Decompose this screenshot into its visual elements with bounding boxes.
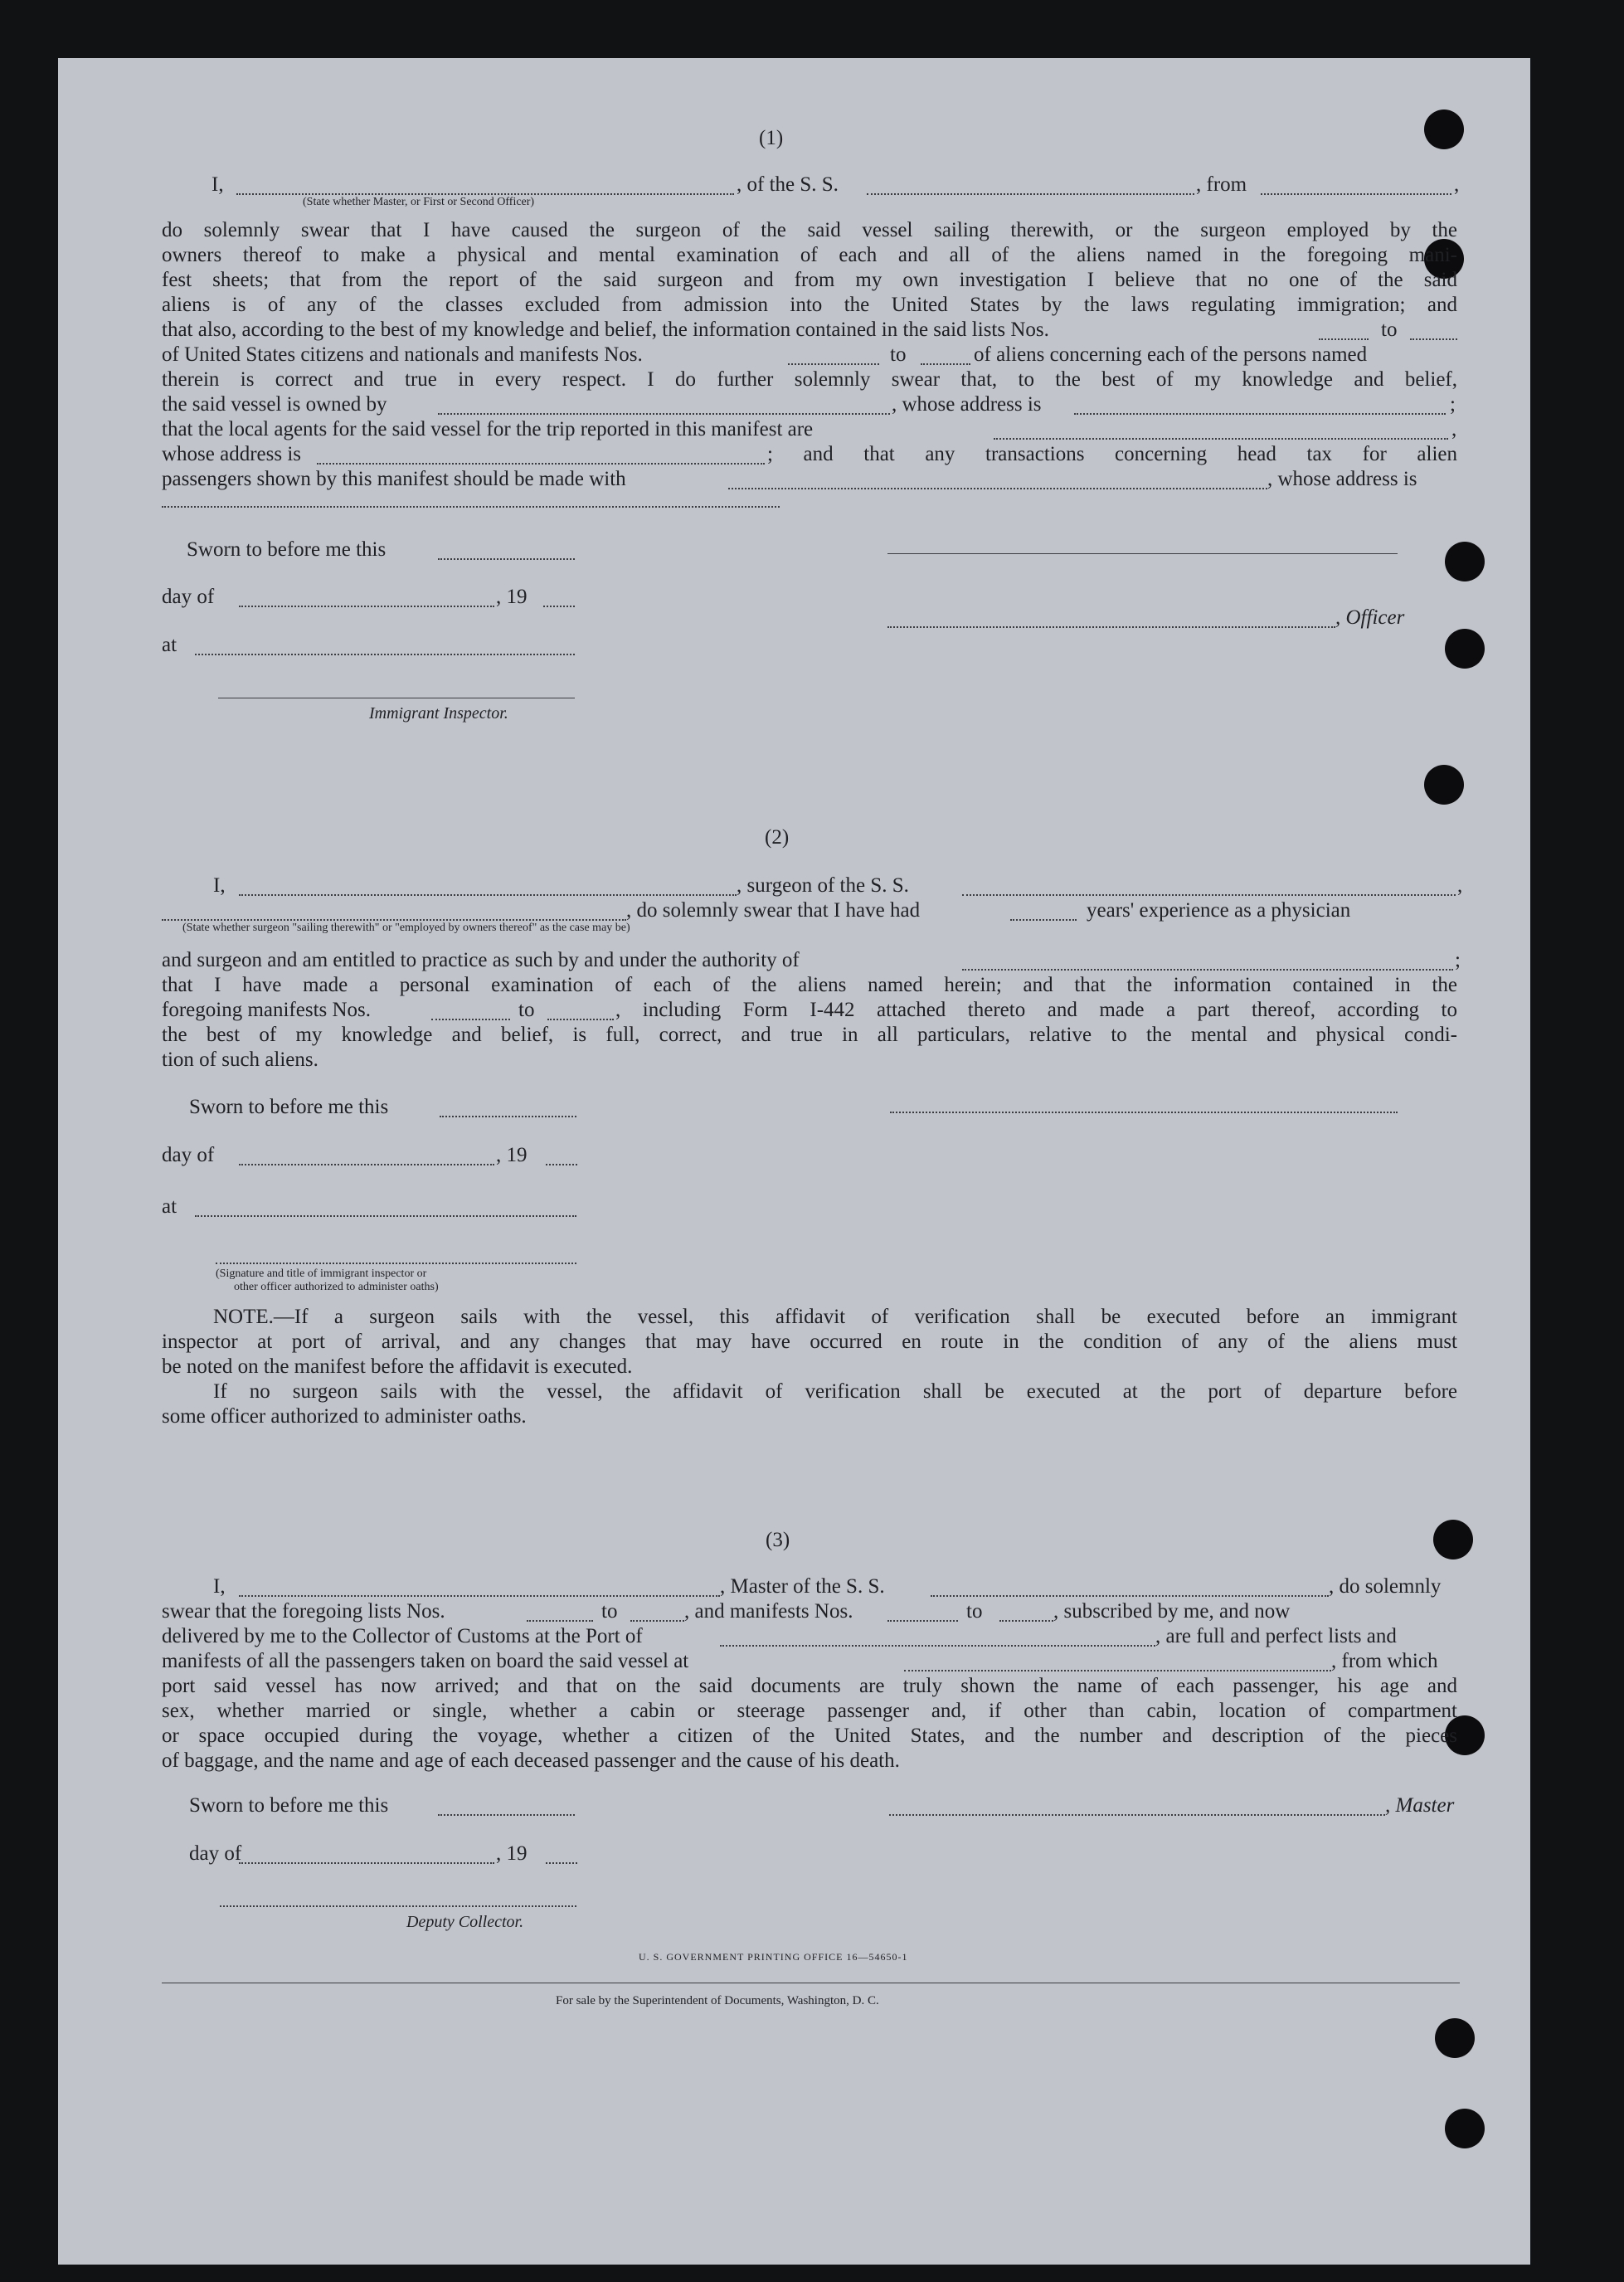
surgeon-line: the best of my knowledge and belief, is full, correct, and true in all particulars, relative to the mental and physical condi- — [162, 1024, 1457, 1046]
section-2-i: I, — [213, 874, 226, 897]
departure-port-field[interactable] — [1261, 193, 1451, 195]
section-2-text — [162, 973, 1457, 998]
agents-address-field[interactable] — [317, 463, 765, 465]
comma: , — [1457, 874, 1463, 897]
head-tax-label: ; and that any transactions concerning head tax for alien — [767, 443, 1457, 465]
oath-officer-signature-line[interactable] — [216, 1263, 576, 1264]
year-field[interactable] — [546, 1164, 577, 1165]
surgeon-vessel-field[interactable] — [962, 894, 1456, 896]
oath-line: fest sheets; that from the report of the said surgeon and from my own investigation I believe that no one of the said — [162, 269, 1457, 291]
oath-line: do solemnly swear that I have caused the surgeon of the said vessel sailing therewith, or the surgeon employed by the — [162, 219, 1457, 241]
punch-hole — [1435, 2018, 1475, 2058]
section-1-i: I, — [212, 173, 224, 196]
vessel-name-field[interactable] — [867, 193, 1194, 195]
master-line: of baggage, and the name and age of each deceased passenger and the cause of his death. — [162, 1749, 900, 1772]
surgeon-manifests-from-field[interactable] — [431, 1019, 510, 1020]
master-line: swear that the foregoing lists Nos. — [162, 1600, 445, 1623]
surgeon-line: tion of such aliens. — [162, 1049, 318, 1071]
section-1-number: (1) — [759, 127, 784, 149]
semicolon: ; — [1455, 949, 1461, 971]
note-line: some officer authorized to administer oaths. — [162, 1405, 527, 1428]
oath-line: owners thereof to make a physical and mental examination of each and all of the aliens named in the foregoing mani- — [162, 244, 1457, 266]
manifests-to-field[interactable] — [921, 363, 970, 365]
head-tax-address-field[interactable] — [162, 506, 780, 508]
oath-line: that also, according to the best of my knowledge and belief, the information contained in the said lists Nos. — [162, 319, 1049, 341]
master-signature-line[interactable] — [889, 1814, 1385, 1816]
deputy-label: Deputy Collector. — [406, 1913, 524, 1931]
punch-hole — [1424, 109, 1464, 149]
sworn-day-field[interactable] — [440, 1116, 576, 1117]
master-line: delivered by me to the Collector of Customs at the Port of — [162, 1625, 643, 1647]
section-1-oath — [162, 218, 1457, 318]
oath-line: the said vessel is owned by — [162, 393, 387, 416]
note-line: NOTE.—If a surgeon sails with the vessel, this affidavit of verification shall be executed before an immigrant — [213, 1306, 1457, 1328]
oath-line: whose address is — [162, 443, 302, 465]
punch-hole — [1424, 765, 1464, 805]
day-of-label: day of — [189, 1842, 242, 1865]
section-1-oath-cont — [162, 367, 1457, 392]
note-line: If no surgeon sails with the vessel, the affidavit of verification shall be executed at the port of departure before — [213, 1380, 1457, 1403]
to-label: to — [518, 999, 535, 1021]
section-3-number: (3) — [766, 1529, 790, 1551]
oath-line: of United States citizens and nationals and manifests Nos. — [162, 343, 643, 366]
lists-to-field[interactable] — [1410, 338, 1457, 340]
officer-signature-line[interactable] — [887, 553, 1398, 554]
oath-line: therein is correct and true in every respect. I do further solemnly swear that, to the best of my knowledge and belief, — [162, 368, 1457, 391]
sworn-day-field[interactable] — [438, 558, 575, 560]
semicolon: ; — [1450, 393, 1456, 416]
surgeon-line: that I have made a personal examination of each of the aliens named herein; and that the information contained in the — [162, 974, 1457, 996]
at-field[interactable] — [195, 654, 575, 655]
sale-notice: For sale by the Superintendent of Documents, Washington, D. C. — [556, 1994, 879, 2007]
section-1-of-ss: , of the S. S. — [737, 173, 839, 196]
surgeon-name-field[interactable] — [239, 894, 737, 896]
punch-hole — [1445, 542, 1485, 581]
note-block — [162, 1305, 1457, 1429]
oath-line: aliens is of any of the classes excluded from admission into the United States by the laws regulating immigration; and — [162, 294, 1457, 316]
surgeon-manifests-to-field[interactable] — [547, 1019, 614, 1020]
boarding-port-field[interactable] — [904, 1670, 1331, 1671]
to-label: to — [966, 1600, 983, 1623]
master-label: , Master — [1385, 1794, 1455, 1817]
to-label: to — [890, 343, 907, 366]
section-2-text-cont — [162, 1023, 1457, 1073]
section-3-text — [162, 1674, 1457, 1774]
master-manifests-to-field[interactable] — [999, 1620, 1053, 1622]
sworn-label: Sworn to before me this — [189, 1096, 389, 1118]
to-label: to — [1381, 319, 1398, 341]
full-perfect-label: , are full and perfect lists and — [1155, 1625, 1397, 1647]
from-which-label: , from which — [1331, 1650, 1438, 1672]
sworn-day-field[interactable] — [438, 1814, 575, 1816]
master-vessel-field[interactable] — [931, 1595, 1329, 1597]
section-1-comma: , — [1454, 173, 1460, 196]
section-3-i: I, — [213, 1575, 226, 1598]
section-2-number: (2) — [765, 826, 790, 849]
local-agents-field[interactable] — [994, 438, 1448, 440]
at-label: at — [162, 634, 177, 656]
signature-caption: other officer authorized to administer oaths) — [234, 1281, 439, 1293]
sworn-label: Sworn to before me this — [189, 1794, 389, 1817]
years-label: years' experience as a physician — [1087, 899, 1351, 922]
day-of-label: day of — [162, 1144, 215, 1166]
comma: , — [1451, 418, 1457, 440]
master-manifests-from-field[interactable] — [887, 1620, 958, 1622]
year-field[interactable] — [543, 606, 575, 607]
owner-address-field[interactable] — [1074, 413, 1446, 415]
manifests-from-field[interactable] — [788, 363, 879, 365]
surgeon-signature-line[interactable] — [890, 1112, 1398, 1113]
lists-from-field[interactable] — [1319, 338, 1369, 340]
surgeon-caption: (State whether surgeon "sailing therewith" or "employed by owners thereof" as the case may be) — [182, 922, 630, 934]
section-1-from: , from — [1196, 173, 1247, 196]
year-field[interactable] — [546, 1862, 577, 1864]
and-manifests-label: , and manifests Nos. — [684, 1600, 853, 1623]
month-field[interactable] — [239, 606, 494, 607]
master-line: or space occupied during the voyage, whether a citizen of the United States, and the number and description of the pieces — [162, 1725, 1457, 1747]
master-line: manifests of all the passengers taken on board the said vessel at — [162, 1650, 689, 1672]
punch-hole — [1445, 629, 1485, 669]
officer-field[interactable] — [887, 626, 1335, 628]
punch-hole — [1433, 1520, 1473, 1559]
master-of-label: , Master of the S. S. — [720, 1575, 885, 1598]
subscribed-label: , subscribed by me, and now — [1053, 1600, 1291, 1623]
of-aliens-label: of aliens concerning each of the persons named — [974, 343, 1368, 366]
gpo-imprint: U. S. GOVERNMENT PRINTING OFFICE 16—54650-1 — [639, 1951, 908, 1963]
master-lists-to-field[interactable] — [630, 1620, 684, 1622]
oath-line: that the local agents for the said vessel for the trip reported in this manifest are — [162, 418, 814, 440]
year-label: , 19 — [496, 1144, 528, 1166]
officer-label: , Officer — [1335, 606, 1405, 629]
years-field[interactable] — [1010, 919, 1077, 921]
day-of-label: day of — [162, 586, 215, 608]
officer-caption: (State whether Master, or First or Second Officer) — [303, 196, 535, 208]
at-field[interactable] — [195, 1215, 576, 1217]
year-label: , 19 — [496, 586, 528, 608]
deputy-signature-line[interactable] — [220, 1905, 576, 1907]
year-label: , 19 — [496, 1842, 528, 1865]
month-field[interactable] — [239, 1164, 494, 1165]
form-label: , including Form I-442 attached thereto and made a part thereof, according to — [615, 999, 1457, 1021]
master-name-field[interactable] — [239, 1595, 720, 1597]
sworn-label: Sworn to before me this — [187, 538, 387, 561]
month-field[interactable] — [239, 1862, 494, 1864]
to-label: to — [601, 1600, 618, 1623]
signature-caption: (Signature and title of immigrant inspector or — [216, 1268, 427, 1280]
punch-hole — [1445, 2109, 1485, 2148]
master-line: sex, whether married or single, whether a cabin or steerage passenger and, if other than cabin, location of compartment — [162, 1700, 1457, 1722]
document-page — [58, 58, 1530, 2265]
surgeon-of-label: , surgeon of the S. S. — [737, 874, 909, 897]
swear-label: , do solemnly swear that I have had — [626, 899, 921, 922]
head-tax-party-field[interactable] — [728, 488, 1267, 489]
authority-field[interactable] — [962, 969, 1453, 971]
oath-line: passengers shown by this manifest should be made with — [162, 468, 626, 490]
inspector-label: Immigrant Inspector. — [369, 704, 508, 723]
note-line: inspector at port of arrival, and any changes that may have occurred en route in the condition of any of the aliens must — [162, 1331, 1457, 1353]
solemnly-label: , do solemnly — [1329, 1575, 1442, 1598]
whose-address-label: , whose address is — [1267, 468, 1417, 490]
whose-address-label: , whose address is — [892, 393, 1042, 416]
surgeon-line: foregoing manifests Nos. — [162, 999, 372, 1021]
customs-port-field[interactable] — [720, 1645, 1155, 1647]
master-line: port said vessel has now arrived; and that on the said documents are truly shown the name of each passenger, his age and — [162, 1675, 1457, 1697]
note-line: be noted on the manifest before the affidavit is executed. — [162, 1355, 633, 1378]
owner-field[interactable] — [438, 413, 890, 415]
surgeon-line: and surgeon and am entitled to practice as such by and under the authority of — [162, 949, 800, 971]
master-lists-from-field[interactable] — [527, 1620, 593, 1622]
at-label: at — [162, 1195, 177, 1218]
